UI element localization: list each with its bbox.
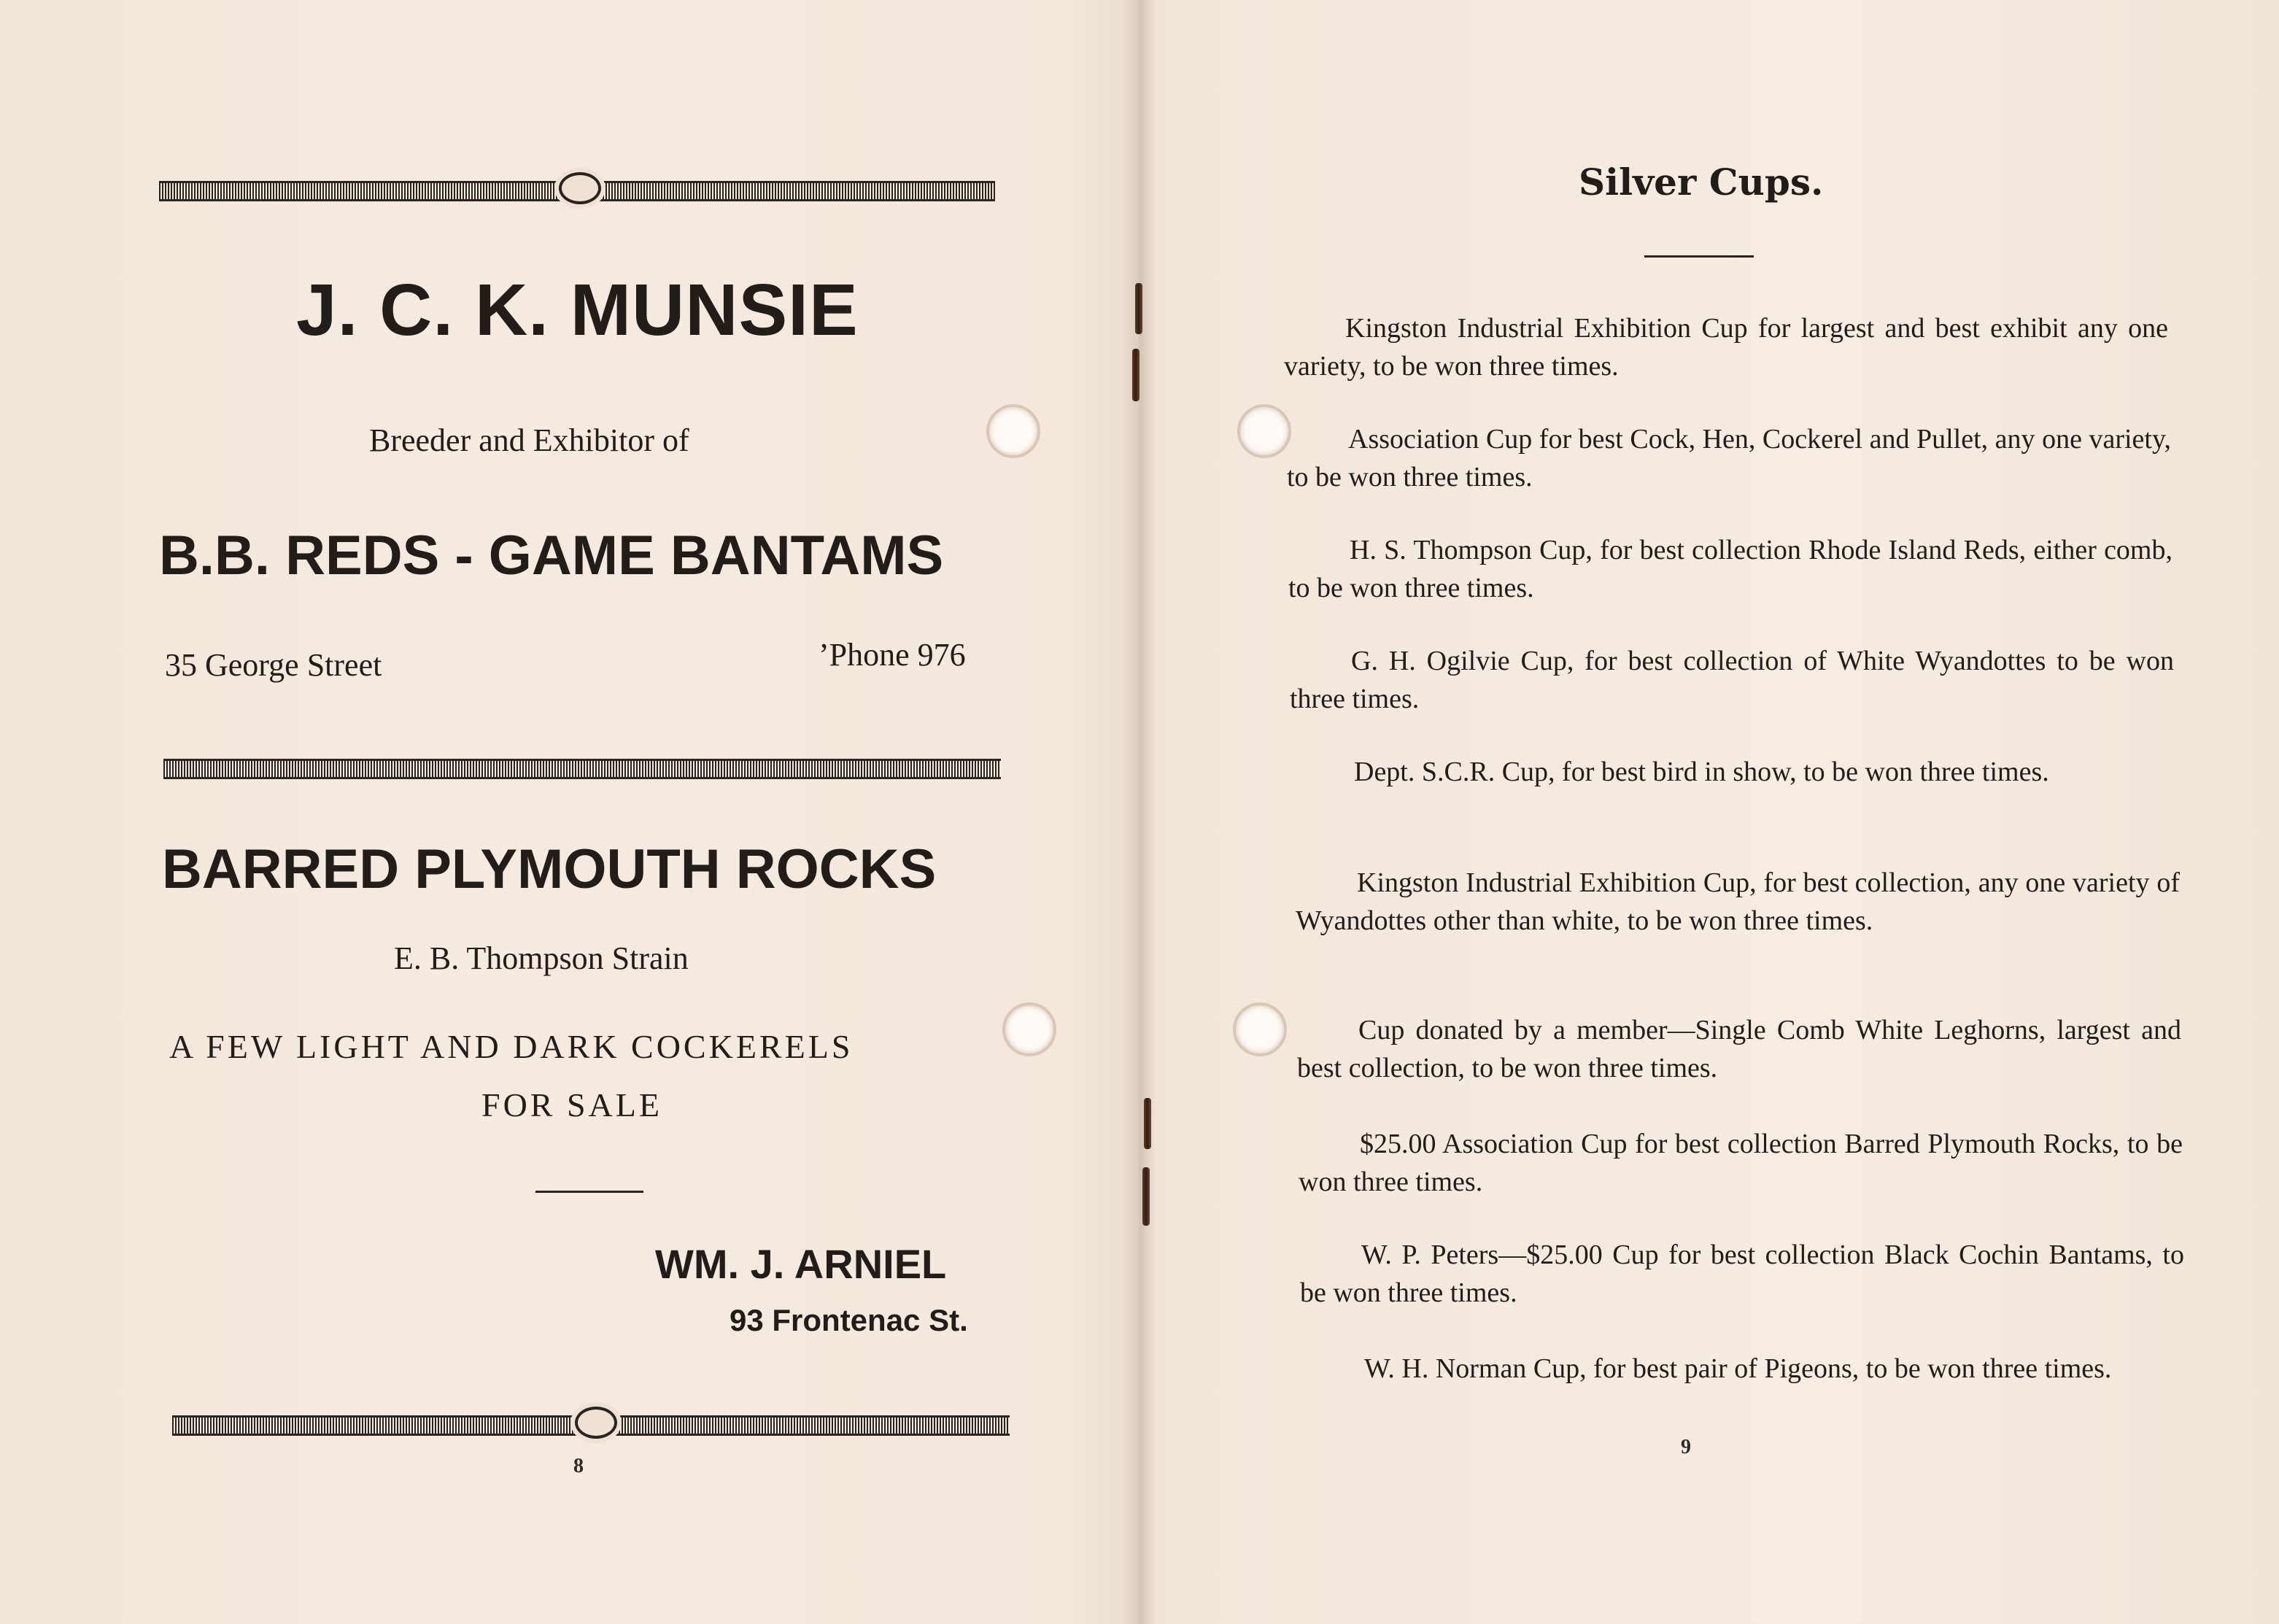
- offer-line-2: FOR SALE: [481, 1086, 662, 1124]
- strain-line: E. B. Thompson Strain: [394, 940, 689, 976]
- cup-entry: Dept. S.C.R. Cup, for best bird in show, to be won three times.: [1354, 757, 2049, 787]
- cup-entry: Association Cup for best Cock, Hen, Cockerel and Pullet, any one variety, to be won three times.: [1287, 424, 2171, 492]
- staple-top-upper: [1135, 283, 1142, 334]
- cup-entry: W. P. Peters—$25.00 Cup for best collection Black Cochin Bantams, to be won three times.: [1300, 1240, 2184, 1308]
- offer-line-1: A FEW LIGHT AND DARK COCKERELS: [169, 1028, 854, 1065]
- breeds-heading: B.B. REDS - GAME BANTAMS: [159, 525, 944, 587]
- silver-cups-heading: Silver Cups.: [1579, 161, 1824, 204]
- barred-plymouth-rocks-heading: BARRED PLYMOUTH ROCKS: [162, 838, 937, 900]
- page-number-right: 9: [1681, 1436, 1691, 1458]
- cup-entry: G. H. Ogilvie Cup, for best collection of White Wyandottes to be won three times.: [1290, 646, 2174, 714]
- cup-entry: W. H. Norman Cup, for best pair of Pigeons, to be won three times.: [1364, 1353, 2112, 1384]
- rule-ornament: [559, 172, 601, 204]
- munsie-phone: ’Phone 976: [819, 637, 966, 673]
- cup-entry: $25.00 Association Cup for best collection Barred Plymouth Rocks, to be won three times.: [1299, 1129, 2183, 1197]
- heading-divider: [1644, 255, 1754, 258]
- breeder-tagline: Breeder and Exhibitor of: [369, 422, 689, 458]
- divider-short: [535, 1191, 643, 1193]
- left-page: [0, 0, 1135, 1624]
- cup-entry: Kingston Industrial Exhibition Cup for largest and best exhibit any one variety, to be won three times.: [1284, 313, 2168, 382]
- advertiser-name-munsie: J. C. K. MUNSIE: [296, 269, 859, 351]
- advertiser-name-arniel: WM. J. ARNIEL: [655, 1241, 947, 1287]
- cup-entry: H. S. Thompson Cup, for best collection Rhode Island Reds, either comb, to be won three times.: [1288, 535, 2172, 603]
- cup-entry: Cup donated by a member—Single Comb White Leghorns, largest and best collection, to be won three times.: [1297, 1015, 2181, 1083]
- munsie-address: 35 George Street: [165, 647, 382, 683]
- cup-entry: Kingston Industrial Exhibition Cup, for best collection, any one variety of Wyandottes other than white, to be won three times.: [1296, 867, 2180, 936]
- arniel-address: 93 Frontenac St.: [730, 1303, 968, 1337]
- ornamental-rule-middle: [163, 759, 1001, 779]
- rule-ornament: [575, 1407, 617, 1439]
- right-page: [1144, 0, 2279, 1624]
- page-number-left: 8: [573, 1455, 584, 1477]
